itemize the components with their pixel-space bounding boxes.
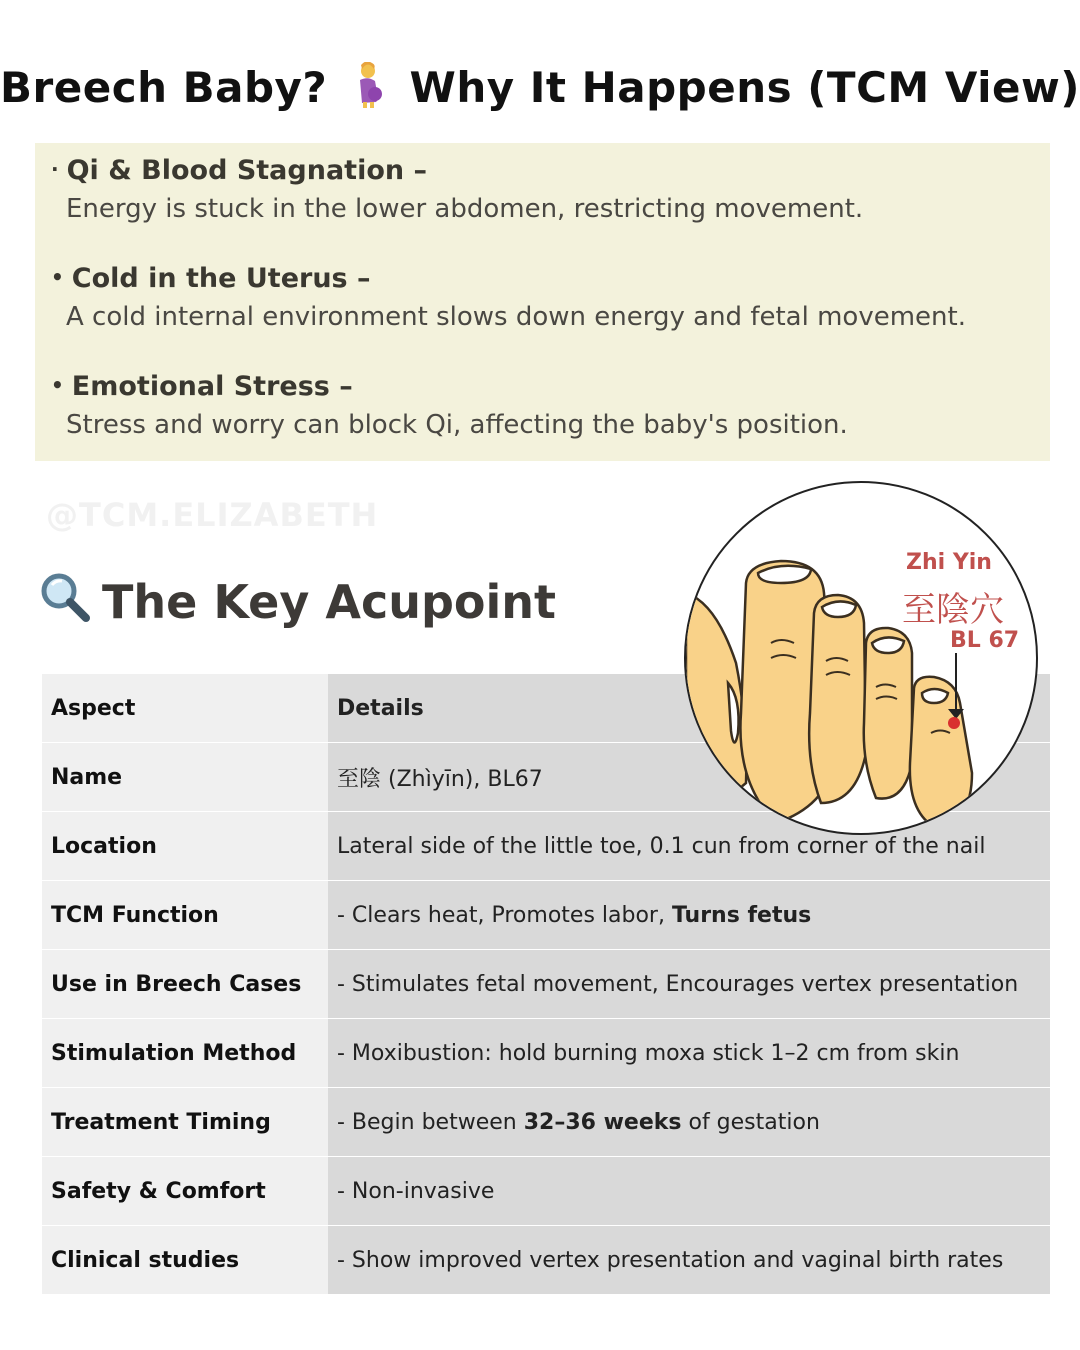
- table-row: [42, 1088, 1050, 1157]
- title-part-1: Breech Baby?: [0, 63, 328, 112]
- cause-text: Stress and worry can block Qi, affecting the baby's position.: [66, 410, 848, 440]
- label-zhi-yin: Zhi Yin: [906, 550, 992, 575]
- cause-heading: Qi & Blood Stagnation –: [66, 155, 427, 186]
- title-part-2: Why It Happens (TCM View): [409, 63, 1080, 112]
- cause-text: Energy is stuck in the lower abdomen, restricting movement.: [66, 194, 864, 224]
- row-aspect: Location: [42, 812, 328, 881]
- label-bl67: BL 67: [950, 628, 1020, 653]
- section-title-text: The Key Acupoint: [102, 575, 557, 629]
- bullet: ·: [51, 157, 59, 181]
- row-details: - Show improved vertex presentation and vaginal birth rates: [328, 1226, 1050, 1295]
- bullet: •: [51, 265, 64, 289]
- cause-item: [51, 371, 1041, 440]
- watermark: @TCM.ELIZABETH: [46, 496, 379, 534]
- row-aspect: Treatment Timing: [42, 1088, 328, 1157]
- table-row: [42, 881, 1050, 950]
- row-details: - Moxibustion: hold burning moxa stick 1–2 cm from skin: [328, 1019, 1050, 1088]
- row-aspect: Name: [42, 743, 328, 812]
- cause-item: [51, 155, 1041, 224]
- row-aspect: TCM Function: [42, 881, 328, 950]
- row-details: - Stimulates fetal movement, Encourages vertex presentation: [328, 950, 1050, 1019]
- cause-text: A cold internal environment slows down energy and fetal movement.: [66, 302, 966, 332]
- table-row: [42, 950, 1050, 1019]
- acupoint-marker: [948, 717, 960, 729]
- row-aspect: Stimulation Method: [42, 1019, 328, 1088]
- bullet: •: [51, 373, 64, 397]
- toes-drawing: [686, 483, 1036, 833]
- header-aspect: Aspect: [42, 674, 328, 743]
- page-title: [0, 62, 1080, 118]
- section-title: [38, 570, 556, 629]
- table-row: [42, 1226, 1050, 1295]
- label-chinese: 至陰穴: [902, 590, 1004, 630]
- row-details: 至陰 (Zhìyīn), BL67: [328, 743, 1050, 812]
- causes-panel: [35, 143, 1050, 461]
- row-details: - Clears heat, Promotes labor, Turns fetus: [328, 881, 1050, 950]
- header-details: Details: [328, 674, 1050, 743]
- cause-heading: Emotional Stress –: [71, 371, 353, 402]
- cause-item: [51, 263, 1041, 332]
- table-row: [42, 1019, 1050, 1088]
- row-details: Lateral side of the little toe, 0.1 cun from corner of the nail: [328, 812, 1050, 881]
- row-aspect: Safety & Comfort: [42, 1157, 328, 1226]
- pregnant-woman-icon: [348, 62, 388, 118]
- cause-heading: Cold in the Uterus –: [71, 263, 371, 294]
- toe-illustration: [684, 481, 1038, 835]
- row-aspect: Clinical studies: [42, 1226, 328, 1295]
- table-row: [42, 1157, 1050, 1226]
- row-details: - Non-invasive: [328, 1157, 1050, 1226]
- row-aspect: Use in Breech Cases: [42, 950, 328, 1019]
- magnifying-glass-icon: [38, 570, 92, 624]
- row-details: - Begin between 32–36 weeks of gestation: [328, 1088, 1050, 1157]
